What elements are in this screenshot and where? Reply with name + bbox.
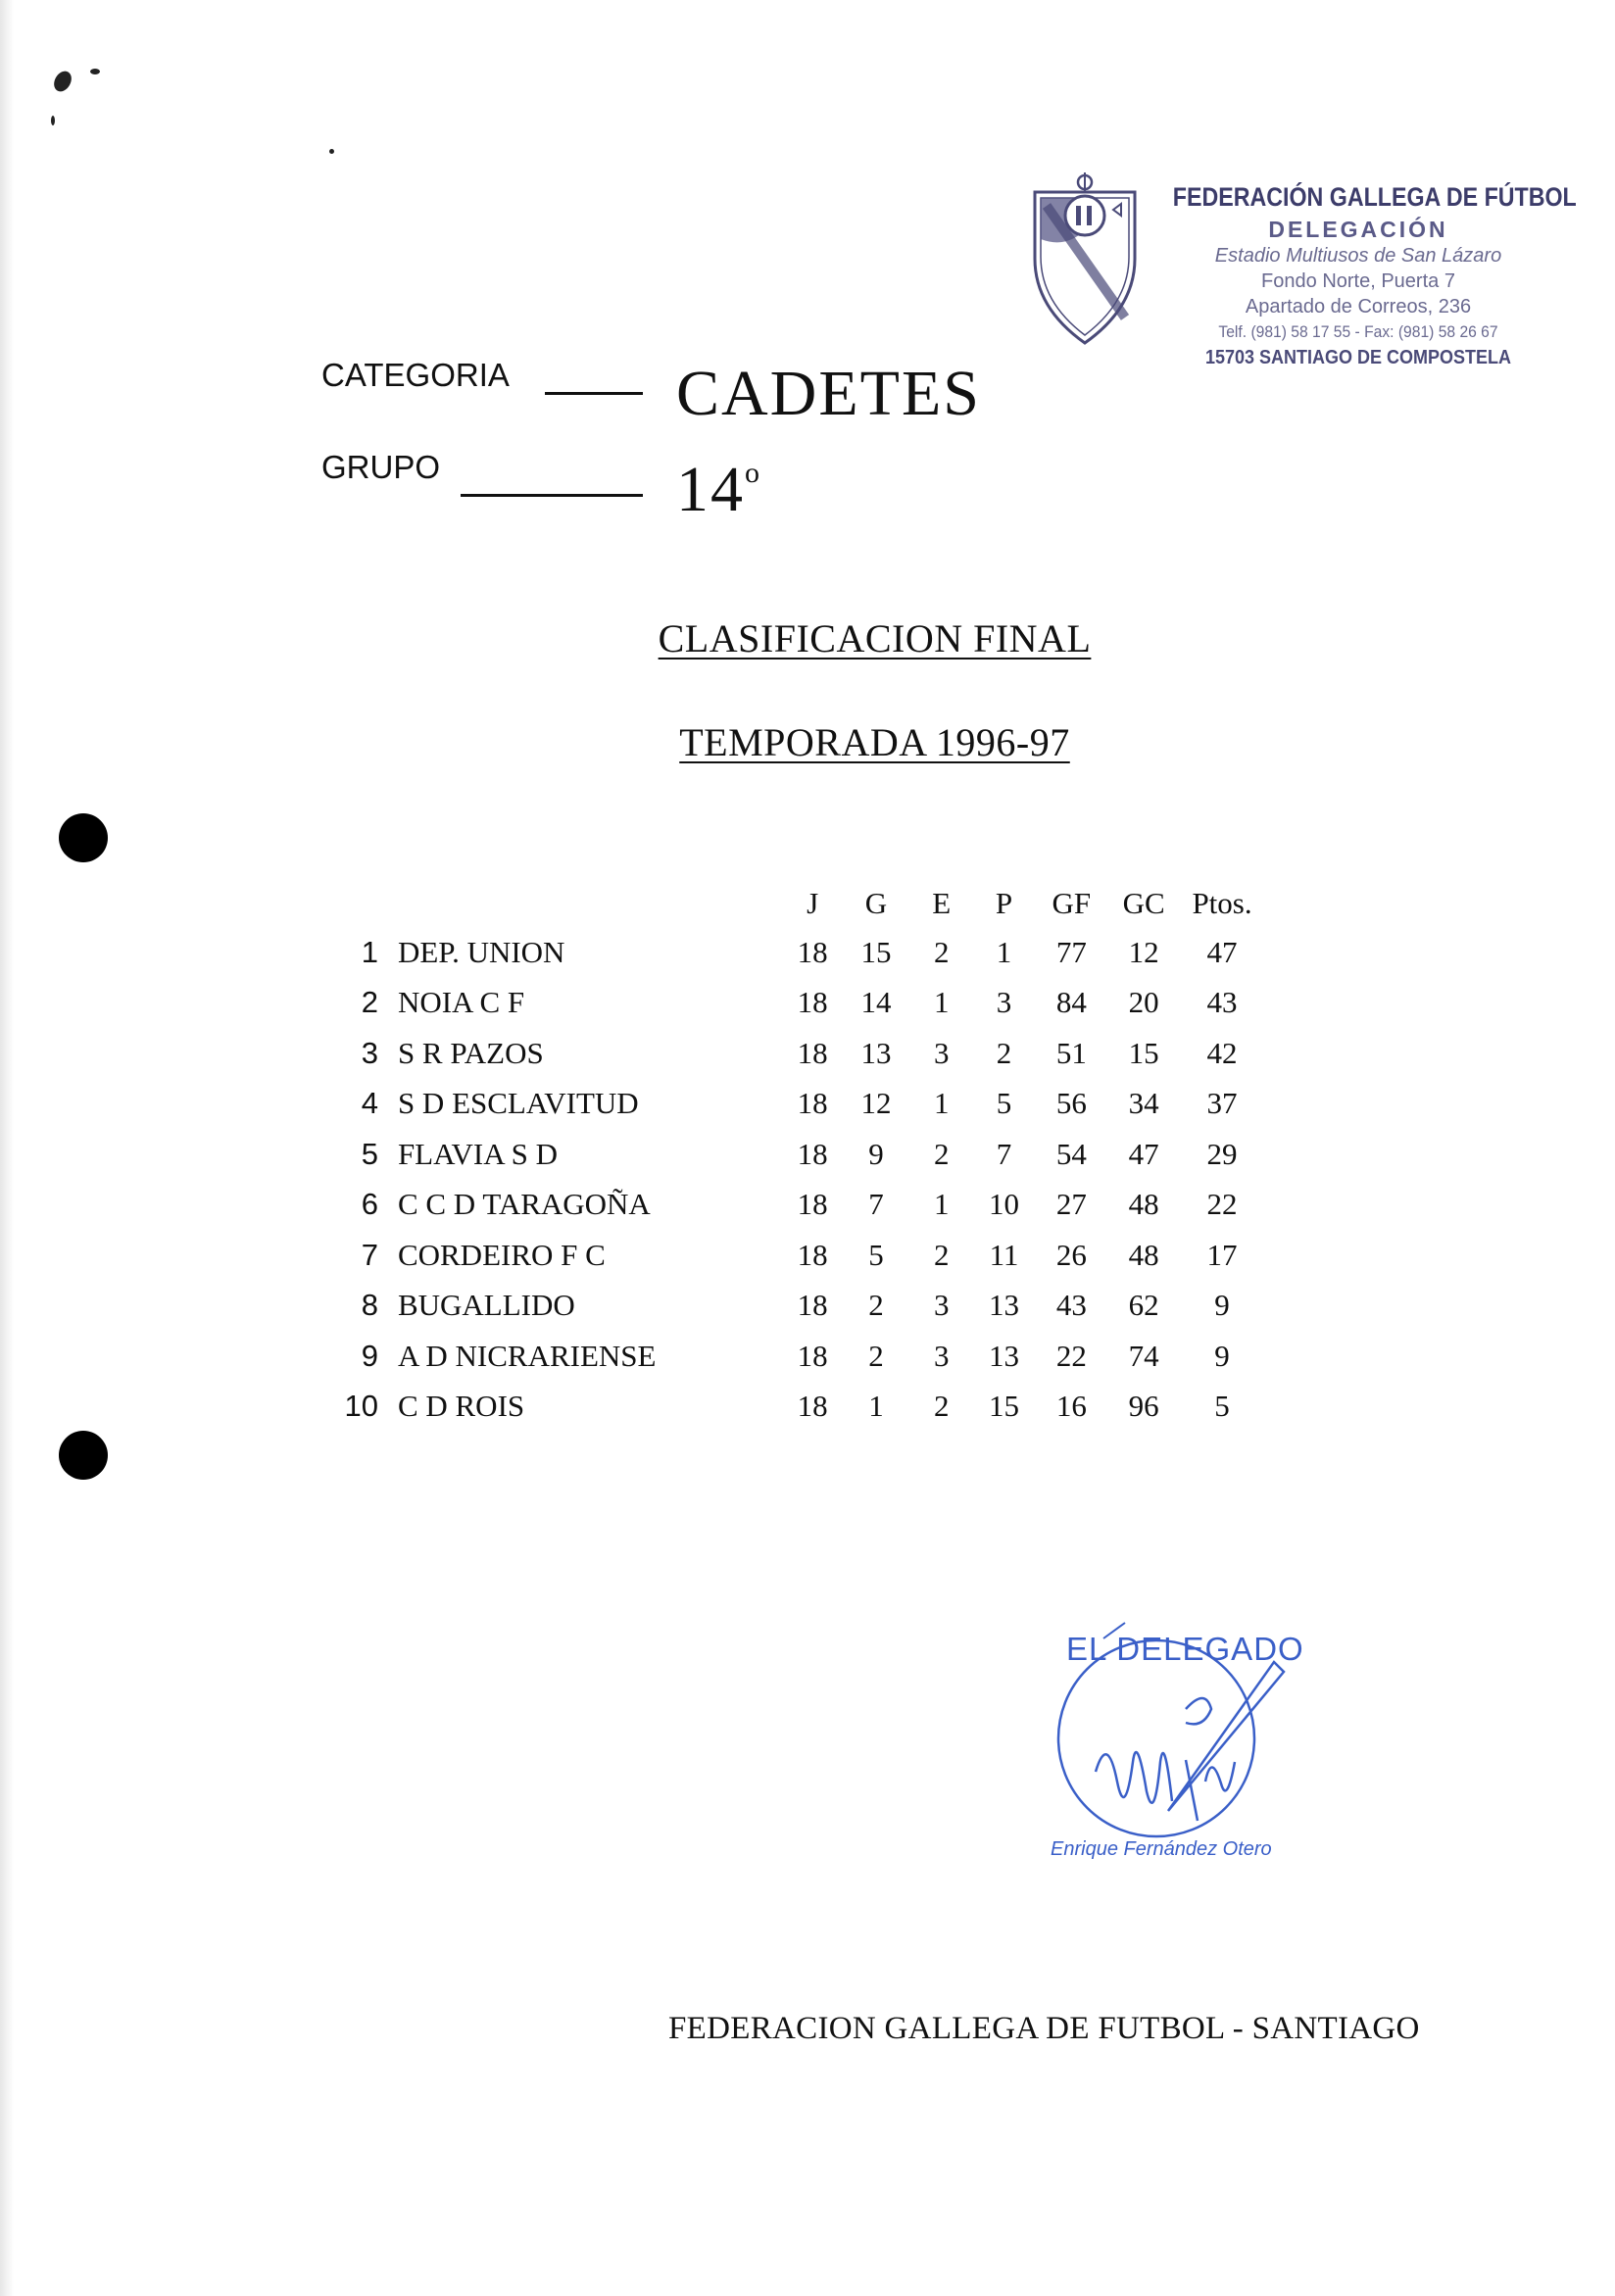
header-p: P — [995, 886, 1013, 920]
cell-team: A D NICRARIENSE — [397, 1338, 657, 1373]
table-row — [333, 1382, 1264, 1433]
cell-e: 1 — [933, 1187, 950, 1222]
stamp-subtitle: DELEGACIÓN — [1268, 217, 1448, 242]
cell-gc: 20 — [1128, 985, 1159, 1020]
stamp-city-line: 15703 SANTIAGO DE COMPOSTELA — [1204, 347, 1512, 368]
cell-p: 13 — [989, 1338, 1020, 1373]
scan-speck — [51, 116, 55, 125]
cell-pts: 43 — [1206, 985, 1238, 1020]
header-gf: GF — [1052, 886, 1092, 920]
grupo-rule — [461, 494, 643, 497]
grupo-label: GRUPO — [321, 449, 441, 485]
categoria-value: CADETES — [676, 358, 981, 429]
cell-g: 9 — [868, 1136, 884, 1171]
cell-gc: 47 — [1128, 1136, 1159, 1171]
cell-pos: 2 — [361, 985, 378, 1020]
cell-e: 2 — [933, 1237, 950, 1272]
stamp-title: FEDERACIÓN GALLEGA DE FÚTBOL — [1172, 182, 1577, 212]
cell-j: 18 — [797, 985, 828, 1020]
stamp-address-line: Estadio Multiusos de San Lázaro — [1214, 245, 1502, 267]
categoria-label: CATEGORIA — [321, 357, 510, 393]
cell-gc: 96 — [1128, 1389, 1159, 1424]
cell-gc: 34 — [1128, 1086, 1159, 1121]
cell-j: 18 — [797, 1086, 828, 1121]
stamp-address-line: Apartado de Correos, 236 — [1245, 296, 1472, 318]
cell-e: 2 — [933, 1136, 950, 1171]
cell-gf: 51 — [1055, 1035, 1087, 1070]
cell-pos: 7 — [361, 1237, 378, 1272]
cell-p: 1 — [996, 934, 1012, 969]
cell-pos: 4 — [361, 1086, 378, 1121]
header-gc: GC — [1122, 886, 1165, 920]
cell-p: 2 — [996, 1035, 1012, 1070]
footer-text: FEDERACION GALLEGA DE FUTBOL - SANTIAGO — [668, 2011, 1420, 2046]
cell-p: 5 — [996, 1086, 1012, 1121]
cell-pts: 9 — [1214, 1338, 1230, 1373]
cell-e: 3 — [933, 1338, 950, 1373]
cell-j: 18 — [797, 1035, 828, 1070]
cell-gf: 43 — [1055, 1288, 1087, 1323]
cell-gf: 54 — [1055, 1136, 1087, 1171]
cell-pts: 37 — [1206, 1086, 1238, 1121]
table-row — [333, 1028, 1264, 1079]
cell-gf: 27 — [1055, 1187, 1087, 1222]
cell-e: 3 — [933, 1288, 950, 1323]
cell-g: 15 — [860, 934, 892, 969]
header-e: E — [932, 886, 952, 920]
punch-hole-top — [59, 813, 108, 862]
cell-e: 2 — [933, 1389, 950, 1424]
cell-g: 2 — [868, 1288, 884, 1323]
table-row — [333, 1230, 1264, 1281]
stamp-address-line: Fondo Norte, Puerta 7 — [1261, 270, 1455, 292]
cell-pos: 6 — [361, 1187, 378, 1222]
cell-pts: 9 — [1214, 1288, 1230, 1323]
scan-edge-shadow — [0, 0, 14, 2296]
cell-team: CORDEIRO F C — [397, 1237, 606, 1272]
cell-pos: 1 — [361, 934, 378, 969]
cell-team: FLAVIA S D — [397, 1136, 559, 1171]
cell-pos: 10 — [344, 1389, 378, 1424]
delegado-signature — [1039, 1615, 1333, 1870]
cell-g: 13 — [860, 1035, 892, 1070]
cell-e: 1 — [933, 1086, 950, 1121]
cell-gf: 26 — [1055, 1237, 1087, 1272]
cell-pos: 9 — [361, 1338, 378, 1373]
scan-speck — [90, 69, 100, 74]
cell-j: 18 — [797, 1338, 828, 1373]
cell-p: 15 — [989, 1389, 1020, 1424]
cell-j: 18 — [797, 1389, 828, 1424]
table-row — [333, 1180, 1264, 1231]
cell-p: 7 — [996, 1136, 1012, 1171]
federation-crest-icon — [1027, 171, 1143, 347]
grupo-value — [676, 453, 761, 527]
cell-pts: 47 — [1206, 934, 1238, 969]
cell-pos: 3 — [361, 1035, 378, 1070]
cell-e: 2 — [933, 934, 950, 969]
cell-gf: 16 — [1055, 1389, 1087, 1424]
cell-e: 3 — [933, 1035, 950, 1070]
cell-gc: 15 — [1128, 1035, 1159, 1070]
cell-team: C D ROIS — [397, 1389, 525, 1424]
cell-p: 11 — [989, 1237, 1019, 1272]
scan-speck — [329, 149, 334, 154]
cell-gc: 12 — [1128, 934, 1159, 969]
grupo-number: 14 — [676, 454, 745, 525]
cell-g: 14 — [860, 985, 892, 1020]
cell-p: 3 — [996, 985, 1012, 1020]
cell-gf: 77 — [1055, 934, 1087, 969]
table-header-row — [333, 886, 1264, 927]
cell-gf: 56 — [1055, 1086, 1087, 1121]
table-row — [333, 1281, 1264, 1332]
cell-pts: 22 — [1206, 1187, 1238, 1222]
cell-j: 18 — [797, 1237, 828, 1272]
scan-speck — [51, 68, 75, 94]
cell-g: 5 — [868, 1237, 884, 1272]
table-row — [333, 978, 1264, 1029]
cell-pts: 29 — [1206, 1136, 1238, 1171]
cell-j: 18 — [797, 1187, 828, 1222]
cell-pos: 8 — [361, 1288, 378, 1323]
cell-team: C C D TARAGOÑA — [397, 1187, 651, 1222]
cell-gf: 84 — [1055, 985, 1087, 1020]
cell-g: 1 — [868, 1389, 884, 1424]
cell-g: 2 — [868, 1338, 884, 1373]
delegado-name: Enrique Fernández Otero — [1051, 1838, 1272, 1860]
cell-gc: 48 — [1128, 1187, 1159, 1222]
cell-gf: 22 — [1055, 1338, 1087, 1373]
cell-team: NOIA C F — [397, 985, 525, 1020]
header-team — [398, 886, 783, 927]
federation-stamp — [1027, 171, 1576, 376]
cell-j: 18 — [797, 1136, 828, 1171]
cell-team: BUGALLIDO — [397, 1288, 575, 1323]
header-g: G — [864, 886, 888, 920]
cell-g: 12 — [860, 1086, 892, 1121]
table-row — [333, 927, 1264, 978]
cell-g: 7 — [868, 1187, 884, 1222]
table-row — [333, 1079, 1264, 1130]
cell-p: 10 — [989, 1187, 1020, 1222]
cell-gc: 62 — [1128, 1288, 1159, 1323]
cell-pts: 42 — [1206, 1035, 1238, 1070]
standings-table — [333, 886, 1264, 1432]
grupo-ordinal: o — [745, 457, 761, 489]
cell-pos: 5 — [361, 1136, 378, 1171]
cell-j: 18 — [797, 1288, 828, 1323]
cell-team: DEP. UNION — [397, 934, 565, 969]
header-pos — [333, 886, 398, 927]
header-j: J — [807, 886, 819, 920]
cell-team: S D ESCLAVITUD — [397, 1086, 639, 1121]
table-row — [333, 1331, 1264, 1382]
cell-team: S R PAZOS — [397, 1035, 544, 1070]
cell-pts: 5 — [1214, 1389, 1230, 1424]
stamp-phone-line: Telf. (981) 58 17 55 - Fax: (981) 58 26 67 — [1218, 322, 1498, 341]
cell-gc: 48 — [1128, 1237, 1159, 1272]
cell-pts: 17 — [1206, 1237, 1238, 1272]
season-title: TEMPORADA 1996-97 — [679, 720, 1070, 764]
cell-gc: 74 — [1128, 1338, 1159, 1373]
header-pts: Ptos. — [1192, 886, 1252, 920]
cell-j: 18 — [797, 934, 828, 969]
cell-p: 13 — [989, 1288, 1020, 1323]
punch-hole-bottom — [59, 1431, 108, 1480]
cell-e: 1 — [933, 985, 950, 1020]
delegado-stamp-title: EL DELEGADO — [1066, 1631, 1304, 1667]
categoria-rule — [545, 392, 643, 395]
page-title: CLASIFICACION FINAL — [658, 616, 1092, 660]
table-row — [333, 1129, 1264, 1180]
